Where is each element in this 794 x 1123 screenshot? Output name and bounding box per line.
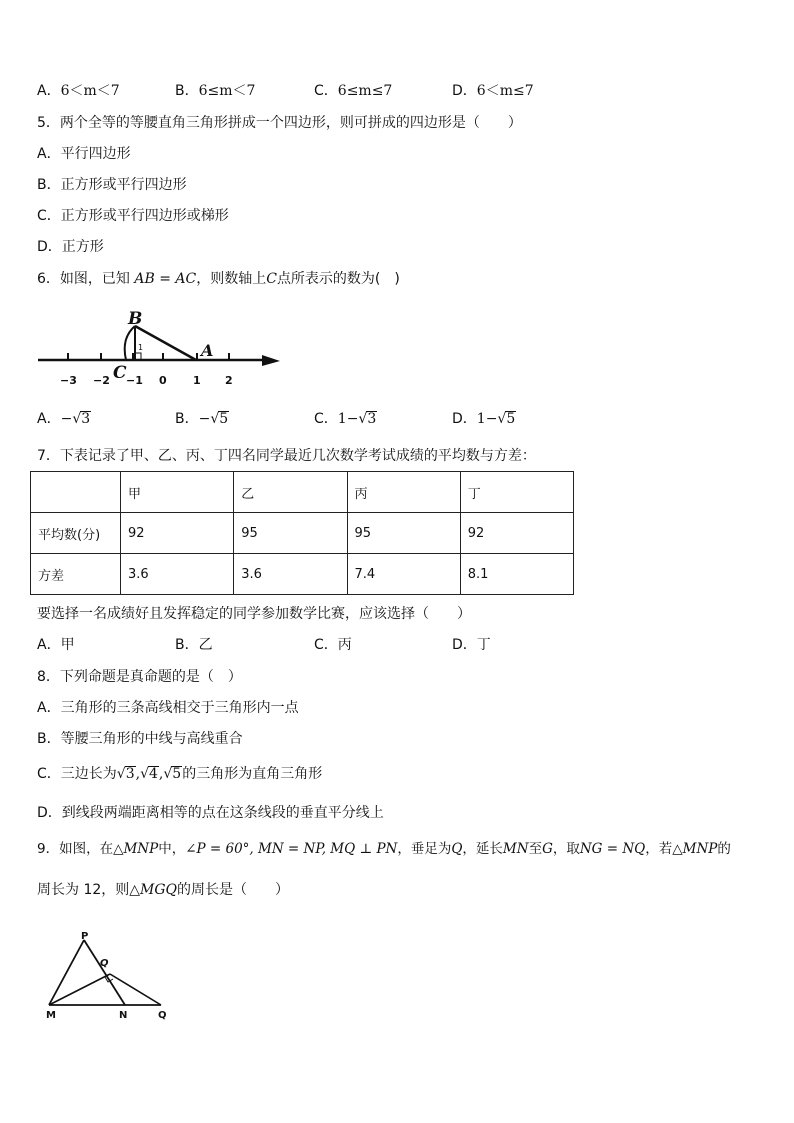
q6-option-d-label: D． xyxy=(452,411,477,427)
table-cell: 3.6 xyxy=(234,554,347,595)
q9-math: MN xyxy=(502,841,529,857)
q9-stem-line2 xyxy=(37,880,289,900)
table-header-row xyxy=(31,472,574,513)
q8-radicand-3: 5 xyxy=(172,766,182,782)
side-pn xyxy=(84,940,125,1005)
q6-option-c-label: C． xyxy=(314,411,338,427)
q9-math: ∠P = 60°, MN = NP, MQ ⊥ PN xyxy=(185,841,398,857)
table-header-cell: 乙 xyxy=(234,472,347,513)
table-header-cell xyxy=(31,472,121,513)
q6-option-c-prefix: 1− xyxy=(337,411,359,427)
label-c: C xyxy=(113,363,127,383)
tick-label-0: 0 xyxy=(159,374,167,387)
tick-label-minus2: −2 xyxy=(93,374,110,387)
q9-text: ，若 xyxy=(645,841,673,857)
q8-option-d[interactable]: D．到线段两端距离相等的点在这条线段的垂直平分线上 xyxy=(37,805,384,821)
q9-stem-line1 xyxy=(37,839,731,859)
table-row xyxy=(31,513,574,554)
label-q: Q xyxy=(100,958,109,969)
label-a: A xyxy=(201,341,214,360)
q9-text: 的周长是（ ） xyxy=(177,882,290,898)
q5-option-c[interactable]: C．正方形或平行四边形或梯形 xyxy=(37,208,229,224)
q9-text: 周长为 12，则 xyxy=(37,882,130,898)
table-header-cell: 丙 xyxy=(347,472,460,513)
q8-radicand-1: 3 xyxy=(125,766,135,782)
tick-label-1: 1 xyxy=(193,374,201,387)
q6-stem-text: 6．如图，已知 xyxy=(37,271,135,287)
table-cell: 平均数(分) xyxy=(31,513,121,554)
q9-text: 至 xyxy=(528,841,543,857)
q9-text: 的 xyxy=(717,841,731,857)
q4-option-a-value: 6＜m＜7 xyxy=(60,83,120,99)
q8-option-c[interactable] xyxy=(37,764,322,784)
q9-text: 9．如图，在 xyxy=(37,841,114,857)
sqrt-sign: √ xyxy=(72,411,82,427)
q6-stem-math: AB = AC xyxy=(134,271,197,287)
comma-separator: , xyxy=(135,766,141,782)
q9-math: △MGQ xyxy=(129,882,178,898)
q9-math: △MNP xyxy=(672,841,718,857)
table-row xyxy=(31,554,574,595)
q6-option-d[interactable] xyxy=(452,409,516,429)
q7-option-a[interactable]: A．甲 xyxy=(37,637,75,653)
tick-label-2: 2 xyxy=(225,374,233,387)
q6-stem-text: ，则数轴上 xyxy=(196,271,267,287)
scores-table xyxy=(30,471,574,595)
sqrt-sign: √ xyxy=(140,766,149,782)
q7-stem: 7．下表记录了甲、乙、丙、丁四名同学最近几次数学考试成绩的平均数与方差： xyxy=(37,448,536,464)
q9-text: 中， xyxy=(158,841,186,857)
q6-option-a-label: A． xyxy=(37,411,61,427)
table-cell: 92 xyxy=(121,513,234,554)
q6-option-d-radicand: 5 xyxy=(506,411,516,427)
segment-ab xyxy=(135,326,196,360)
table-cell: 95 xyxy=(347,513,460,554)
q8-option-c-prefix: C．三边长为 xyxy=(37,766,117,782)
q9-math: Q xyxy=(451,841,463,857)
q7-question: 要选择一名成绩好且发挥稳定的同学参加数学比赛，应该选择（ ） xyxy=(37,606,471,622)
tick-label-minus1: −1 xyxy=(126,374,143,387)
q5-option-d[interactable]: D．正方形 xyxy=(37,239,104,255)
q6-option-d-prefix: 1− xyxy=(476,411,498,427)
sqrt-sign: √ xyxy=(163,766,173,782)
table-cell: 方差 xyxy=(31,554,121,595)
label-b: B xyxy=(128,309,143,329)
sqrt-sign: √ xyxy=(116,766,126,782)
q9-math: △MNP xyxy=(113,841,159,857)
label-g: Q xyxy=(158,1010,167,1021)
segment-qg xyxy=(110,974,161,1005)
q9-text: ，取 xyxy=(552,841,580,857)
q6-option-a-prefix: − xyxy=(60,411,73,427)
q7-option-c[interactable]: C．丙 xyxy=(314,637,352,653)
q4-option-c-label: C． xyxy=(314,83,338,99)
q6-option-a[interactable] xyxy=(37,409,91,429)
q4-option-d-label: D． xyxy=(452,83,477,99)
q7-option-d[interactable]: D．丁 xyxy=(452,637,491,653)
q4-option-a-label: A． xyxy=(37,83,61,99)
q8-stem: 8．下列命题是真命题的是（ ） xyxy=(37,669,242,685)
label-p: P xyxy=(81,931,89,942)
q6-stem-point: C xyxy=(266,271,277,287)
label-m: M xyxy=(46,1010,56,1021)
q8-option-b[interactable]: B．等腰三角形的中线与高线重合 xyxy=(37,731,243,747)
table-header-cell: 甲 xyxy=(121,472,234,513)
q9-math: G xyxy=(542,841,553,857)
q6-option-b[interactable] xyxy=(175,409,229,429)
sqrt-sign: √ xyxy=(497,411,507,427)
comma-separator: , xyxy=(158,766,164,782)
q6-option-b-label: B． xyxy=(175,411,199,427)
q5-option-b[interactable]: B．正方形或平行四边形 xyxy=(37,177,187,193)
q6-option-c-radicand: 3 xyxy=(367,411,377,427)
q6-option-b-radicand: 5 xyxy=(219,411,229,427)
sqrt-sign: √ xyxy=(210,411,220,427)
q9-text: ，垂足为 xyxy=(397,841,452,857)
q8-option-c-suffix: 的三角形为直角三角形 xyxy=(182,766,323,782)
label-1-side: 1 xyxy=(138,343,144,352)
q4-option-c-value: 6≤m≤7 xyxy=(337,83,393,99)
q6-option-b-prefix: − xyxy=(198,411,211,427)
label-n: N xyxy=(119,1010,128,1021)
q4-option-d-value: 6＜m≤7 xyxy=(476,83,534,99)
table-header-cell: 丁 xyxy=(460,472,573,513)
sqrt-sign: √ xyxy=(358,411,368,427)
q4-option-b-label: B． xyxy=(175,83,199,99)
q9-text: ，延长 xyxy=(462,841,503,857)
q5-stem: 5．两个全等的等腰直角三角形拼成一个四边形，则可拼成的四边形是（ ） xyxy=(37,115,522,131)
table-cell: 8.1 xyxy=(460,554,573,595)
q9-math: NG = NQ xyxy=(579,841,646,857)
q6-stem-text: 点所表示的数为( ) xyxy=(276,271,400,287)
q4-option-b-value: 6≤m＜7 xyxy=(198,83,256,99)
q8-radicand-2: 4 xyxy=(149,766,158,782)
q5-option-a[interactable]: A．平行四边形 xyxy=(37,146,131,162)
table-cell: 7.4 xyxy=(347,554,460,595)
table-cell: 95 xyxy=(234,513,347,554)
q6-option-c[interactable] xyxy=(314,409,377,429)
number-line-arrow xyxy=(262,355,280,366)
table-cell: 3.6 xyxy=(121,554,234,595)
tick-label-minus3: −3 xyxy=(60,374,77,387)
table-cell: 92 xyxy=(460,513,573,554)
q8-option-a[interactable]: A．三角形的三条高线相交于三角形内一点 xyxy=(37,700,299,716)
q6-option-a-radicand: 3 xyxy=(81,411,91,427)
q7-option-b[interactable]: B．乙 xyxy=(175,637,213,653)
